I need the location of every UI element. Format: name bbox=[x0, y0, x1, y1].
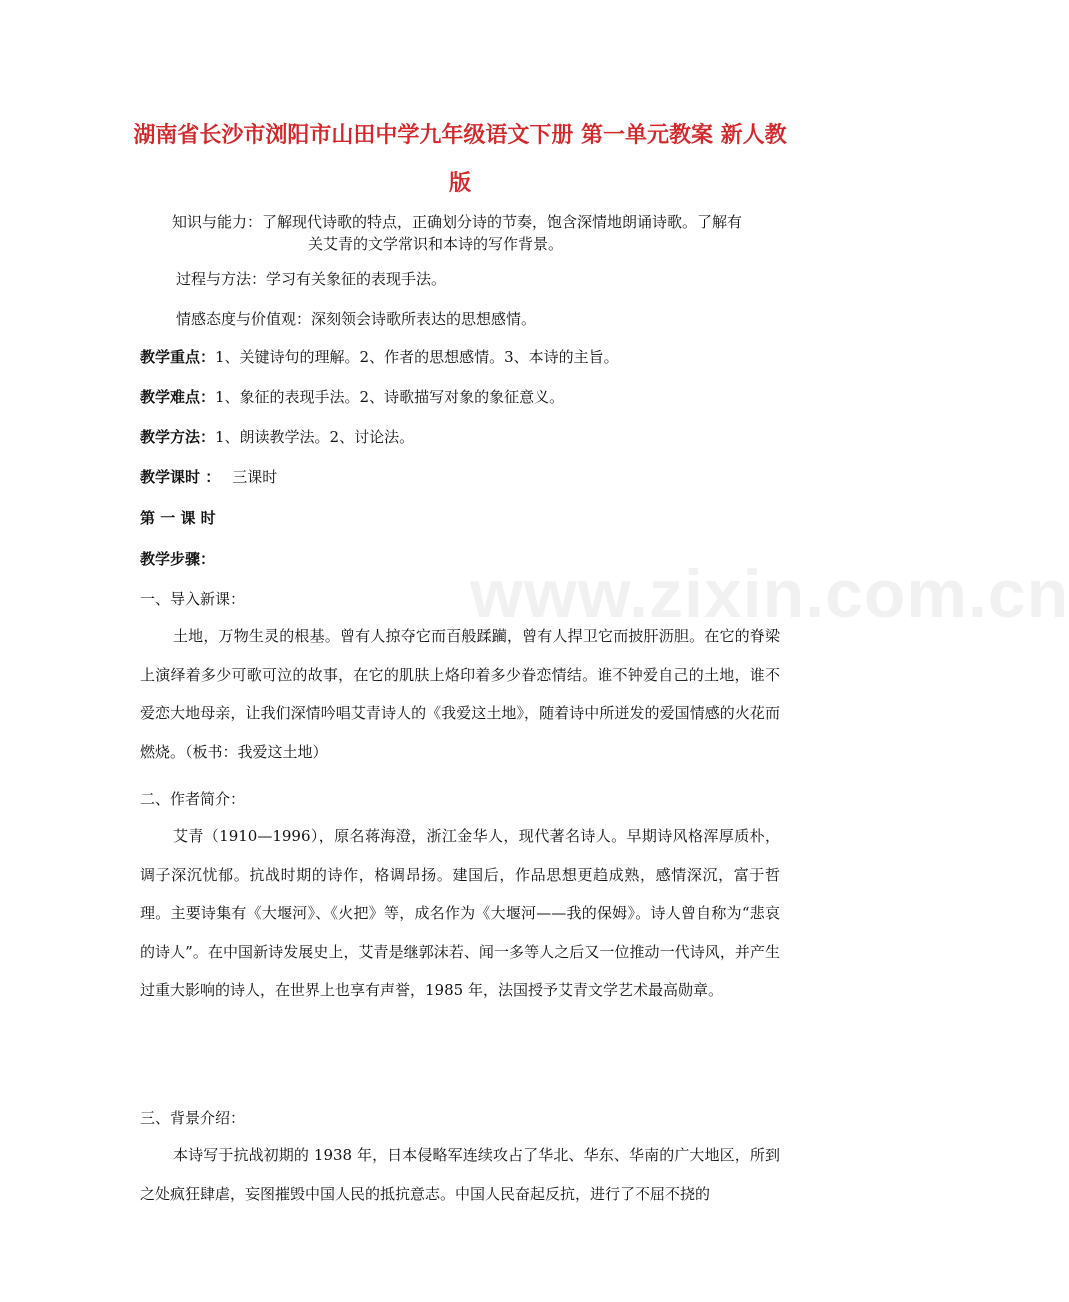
difficulties-row bbox=[140, 386, 564, 408]
document-title: 湖南省长沙市浏阳市山田中学九年级语文下册 第一单元教案 新人教版 bbox=[133, 123, 787, 196]
watermark: www.zixin.com.cn bbox=[470, 556, 1069, 632]
objective-knowledge-line1: 知识与能力：了解现代诗歌的特点，正确划分诗的节奏，饱含深情地朗诵诗歌。了解有 bbox=[172, 213, 743, 231]
lesson-heading: 第 一 课 时 bbox=[140, 509, 216, 527]
hours-label: 教学课时 ： bbox=[140, 468, 221, 486]
objective-emotion: 情感态度与价值观：深刻领会诗歌所表达的思想感情。 bbox=[176, 310, 537, 328]
methods-label: 教学方法： bbox=[140, 428, 216, 446]
section1-heading: 一、导入新课： bbox=[140, 590, 246, 608]
key-points-text: 1、关键诗句的理解。2、作者的思想感情。3、本诗的主旨。 bbox=[215, 348, 619, 366]
difficulties-label: 教学难点： bbox=[140, 388, 216, 406]
section1-paragraph: 土地，万物生灵的根基。曾有人掠夺它而百般蹂躏，曾有人捍卫它而披肝沥胆。在它的脊梁上演绎着多少可歌可泣的故事，在它的肌肤上烙印着多少眷恋情结。谁不钟爱自己的土地，谁不爱恋大地母亲，让我们深情吟唱艾青诗人的《我爱这土地》，随着诗中所迸发的爱国情感的火花而燃烧。（板书：我爱这土地） bbox=[140, 627, 780, 761]
section2-paragraph: 艾青（1910—1996），原名蒋海澄，浙江金华人，现代著名诗人。早期诗风格浑厚质朴，调子深沉忧郁。抗战时期的诗作，格调昂扬。建国后，作品思想更趋成熟，感情深沉，富于哲理。主要诗集有《大堰河》、《火把》等，成名作为《大堰河——我的保姆》。诗人曾自称为“悲哀的诗人”。在中国新诗发展史上，艾青是继郭沫若、闻一多等人之后又一位推动一代诗风，并产生过重大影响的诗人，在世界上也享有声誉，1985 年，法国授予艾青文学艺术最高勋章。 bbox=[140, 827, 780, 999]
section3-paragraph: 本诗写于抗战初期的 1938 年，日本侵略军连续攻占了华北、华东、华南的广大地区，所到之处疯狂肆虐，妄图摧毁中国人民的抵抗意志。中国人民奋起反抗，进行了不屈不挠的 bbox=[140, 1146, 780, 1203]
section3-heading: 三、背景介绍： bbox=[140, 1109, 246, 1127]
methods-row bbox=[140, 426, 414, 448]
objective-process: 过程与方法：学习有关象征的表现手法。 bbox=[176, 270, 447, 288]
methods-text: 1、朗读教学法。2、讨论法。 bbox=[215, 428, 415, 446]
steps-heading: 教学步骤： bbox=[140, 550, 216, 568]
key-points-row bbox=[140, 346, 619, 368]
key-points-label: 教学重点： bbox=[140, 348, 216, 366]
objective-knowledge-line2: 关艾青的文学常识和本诗的写作背景。 bbox=[308, 235, 564, 253]
hours-row bbox=[140, 466, 277, 488]
difficulties-text: 1、象征的表现手法。2、诗歌描写对象的象征意义。 bbox=[215, 388, 565, 406]
hours-text: 三课时 bbox=[232, 468, 278, 486]
section2-heading: 二、作者简介： bbox=[140, 790, 246, 808]
